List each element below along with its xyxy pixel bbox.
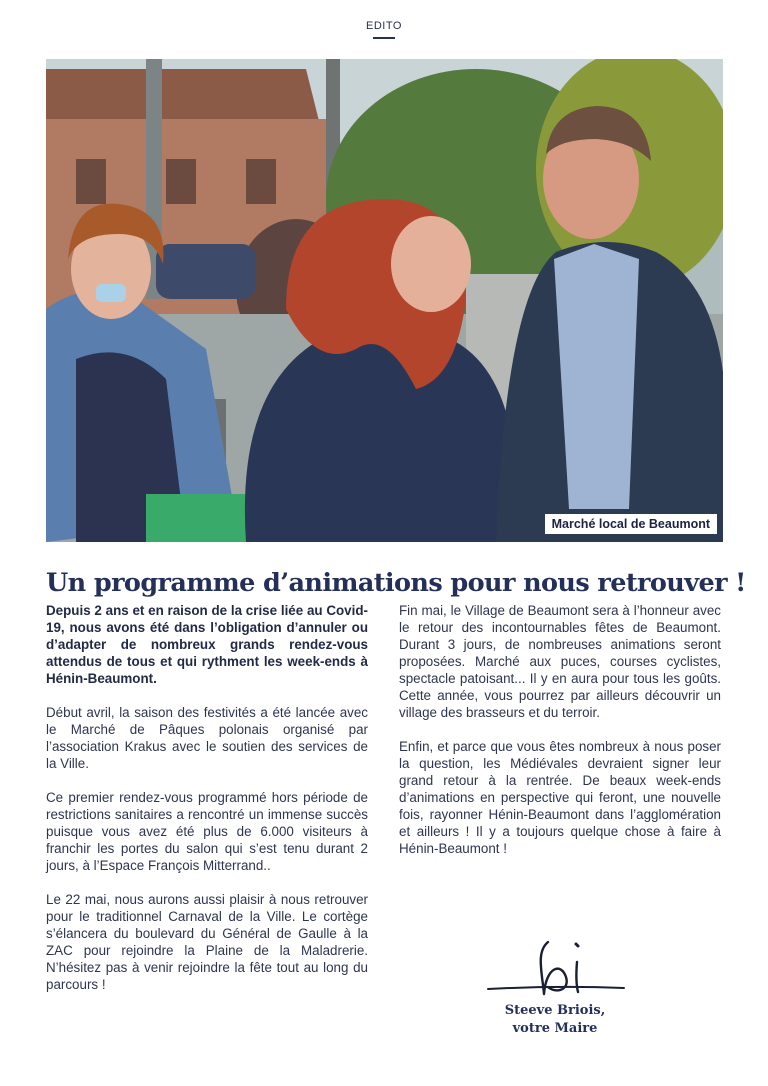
photo-illustration <box>46 59 723 542</box>
lead-paragraph: Depuis 2 ans et en raison de la crise liée au Covid-19, nous avons été dans l’obligation d’annuler ou d’adapter de nombreux grands rendez-vous attendus de tous et qui rythment les week-ends à Hénin-Beaumont. <box>46 603 368 686</box>
paragraph-carnival: Le 22 mai, nous aurons aussi plaisir à nous retrouver pour le traditionnel Carnaval de la Ville. Le cortège s’élancera du boulevard du Général de Gaulle à la ZAC pour rejoindre la Plaine de la Maladrerie. N’hésitez pas à venir rejoindre la fête tout au long du parcours ! <box>46 892 368 992</box>
left-column <box>46 602 368 1010</box>
signer-name: Steeve Briois, <box>504 1003 606 1018</box>
section-underline <box>373 37 395 39</box>
paragraph-village-beaumont: Fin mai, le Village de Beaumont sera à l’honneur avec le retour des incontournables fêtes de Beaumont. Durant 3 jours, de nombreuses animations seront proposées. Marché aux puces, courses cyclistes, spectacle patoisant... Il y en aura pour tous les goûts. Cette année, vous pourrez par ailleurs découvrir un village des brasseurs et du terroir. <box>399 603 721 720</box>
signature-mark <box>486 932 626 1002</box>
photo-caption: Marché local de Beaumont <box>545 514 717 534</box>
paragraph-medievales: Enfin, et parce que vous êtes nombreux à nous poser la question, les Médiévales devraient signer leur grand retour à la rentrée. De beaux week-ends d’animations en perspective qui feront, une nouvelle fois, rayonner Hénin-Beaumont dans l’agglomération et ailleurs ! Il y a toujours quelque chose à faire à Hénin-Beaumont ! <box>399 739 721 856</box>
photo-market-scene <box>46 59 723 542</box>
paragraph-easter-market: Début avril, la saison des festivités a été lancée avec le Marché de Pâques polonais organisé par l’association Krakus avec le soutien des services de la Ville. <box>46 705 368 771</box>
section-label: EDITO <box>366 20 402 32</box>
headline: Un programme d’animations pour nous retrouver ! <box>46 568 746 599</box>
signer-title: votre Maire <box>512 1021 598 1036</box>
signer-block <box>470 1002 640 1038</box>
paragraph-visitors: Ce premier rendez-vous programmé hors période de restrictions sanitaires a rencontré un immense succès puisque vous avez été plus de 6.000 visiteurs à franchir les portes du salon qui s’est tenu durant 2 jours, à l’Espace François Mitterrand.. <box>46 790 368 873</box>
right-column <box>399 602 721 874</box>
